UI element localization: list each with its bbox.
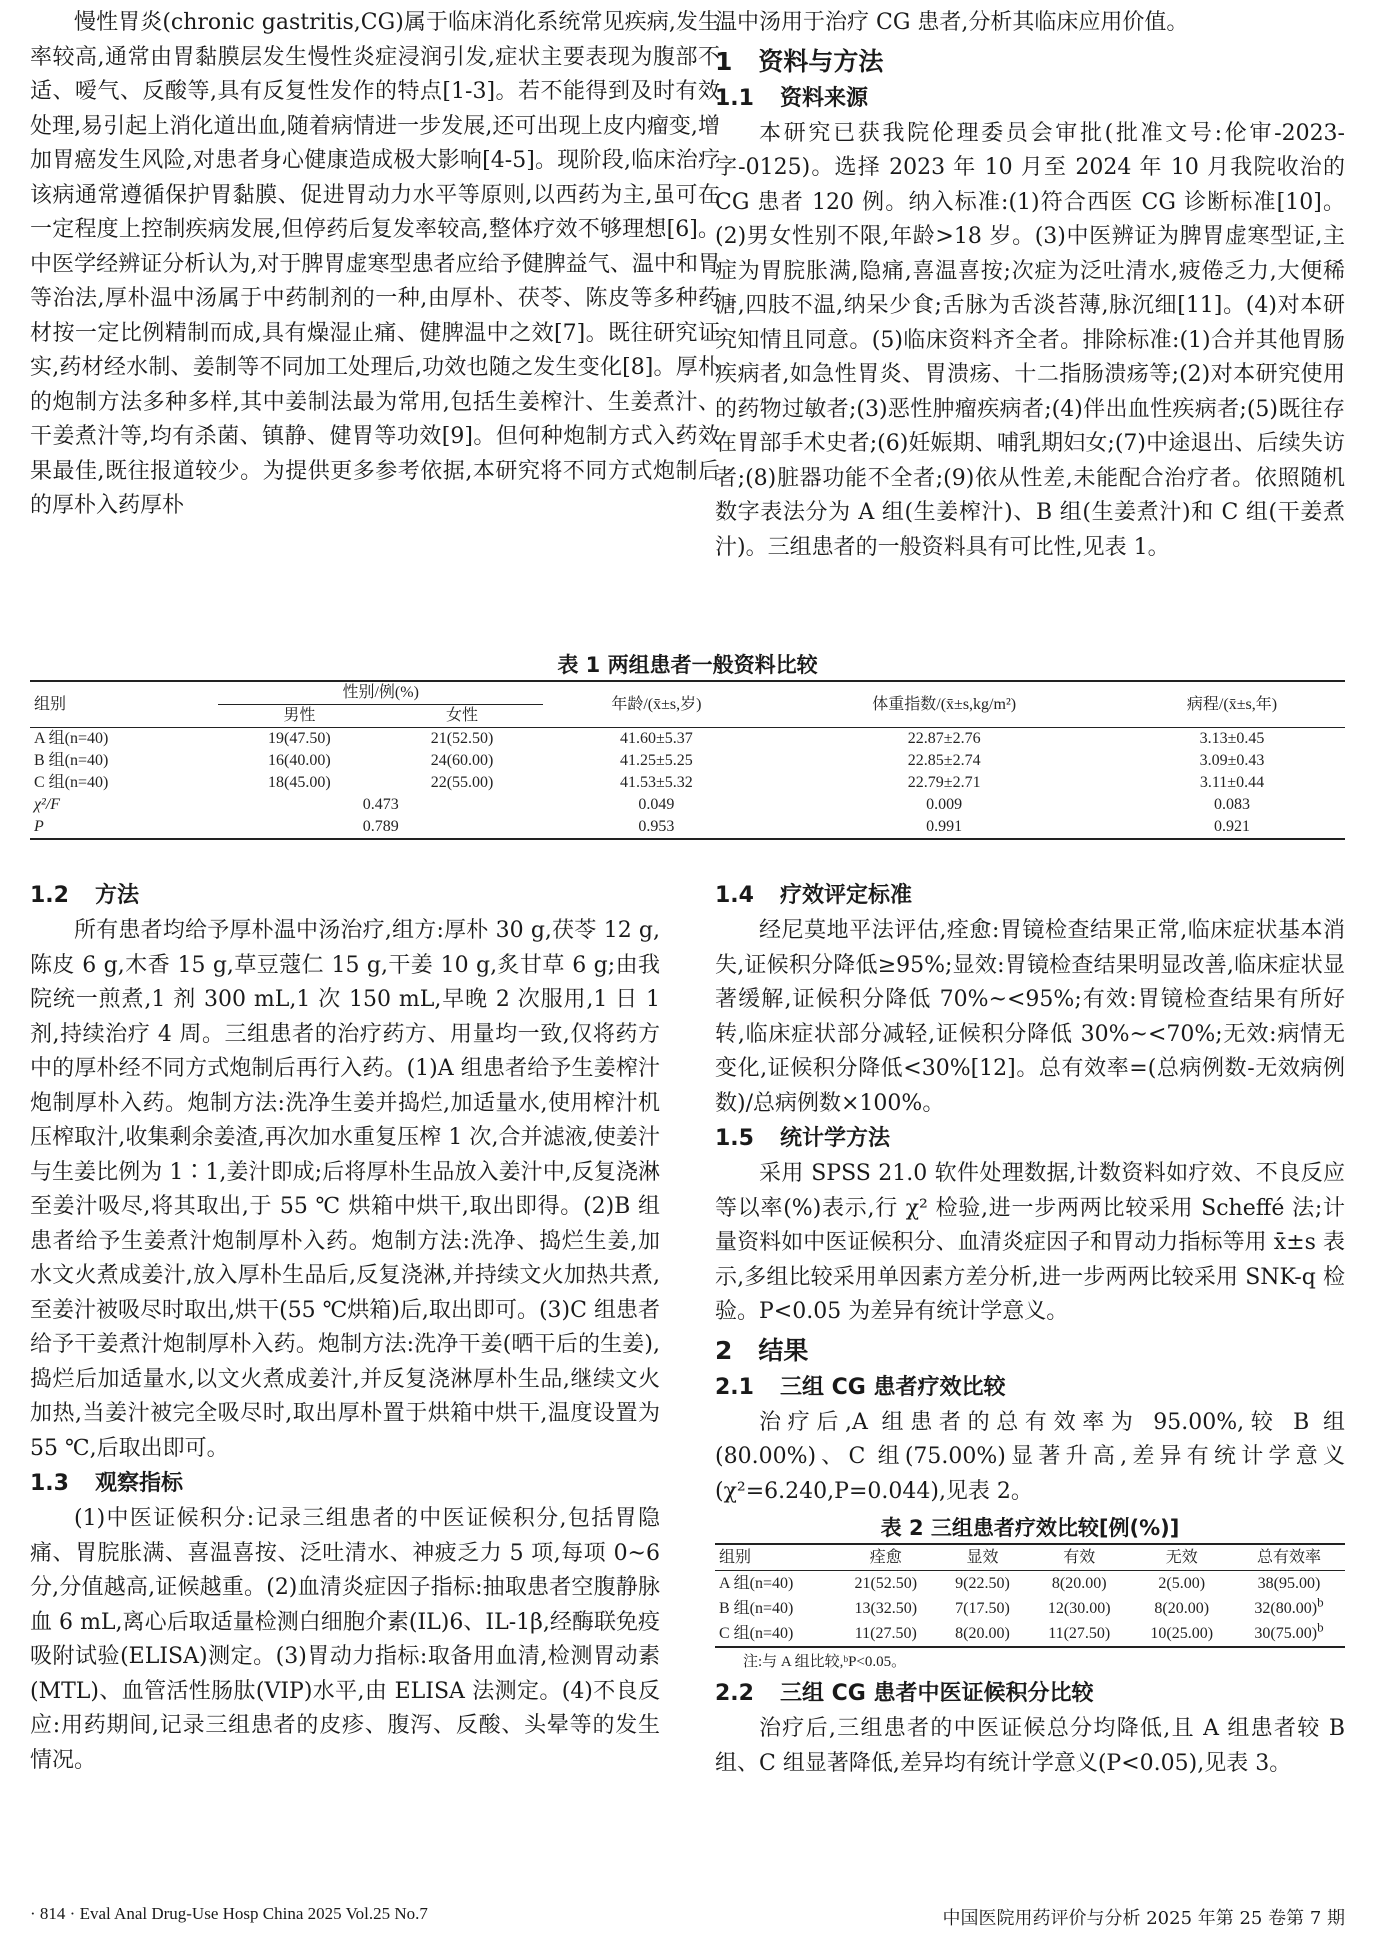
- table-cell: A 组(n=40): [30, 728, 218, 751]
- table-row: [715, 1596, 1345, 1621]
- table-cell: B 组(n=40): [719, 1600, 794, 1617]
- table-2-caption: 表 2 三组患者疗效比较[例(%)]: [880, 1516, 1180, 1540]
- table-cell: 0.789: [218, 816, 543, 839]
- section-1-3-title: 观察指标: [94, 1471, 183, 1496]
- section-1-2-number: 1.2: [30, 883, 69, 908]
- section-1-2-text: 所有患者均给予厚朴温中汤治疗,组方:厚朴 30 g,茯苓 12 g,陈皮 6 g,木香 15 g,草豆蔻仁 15 g,干姜 10 g,炙甘草 6 g;由我院统一煎煮,1 剂 300 mL,1 次 150 mL,早晚 2 次服用,1 日 1 剂,持续治疗 4 周。三组患者的治疗药方、用量均一致,仅将药方中的厚朴经不同方式炮制后再行入药。(1)A 组患者给予生姜榨汁炮制厚朴入药。炮制方法:洗净生姜并捣烂,加适量水,使用榨汁机压榨取汁,收集剩余姜渣,再次加水重复压榨 1 次,合并滤液,使姜汁与生姜比例为 1∶1,姜汁即成;后将厚朴生品放入姜汁中,反复浇淋至姜汁吸尽,将其取出,于 55 ℃ 烘箱中烘干,取出即得。(2)B 组患者给予生姜煮汁炮制厚朴入药。炮制方法:洗净、捣烂生姜,加水文火煮成姜汁,放入厚朴生品后,反复浇淋,并持续文火加热共煮,至姜汁被吸尽时取出,烘干(55 ℃烘箱)后,取出即可。(3)C 组患者给予干姜煮汁炮制厚朴入药。炮制方法:洗净干姜(晒干后的生姜),捣烂后加适量水,以文火煮成姜汁,并反复浇淋厚朴生品,继续文火加热,当姜汁被完全吸尽时,取出厚朴置于烘箱中烘干,温度设置为 55 ℃,后取出即可。: [30, 918, 660, 1461]
- table-header-row: [715, 1544, 1345, 1571]
- section-1-1-heading: [715, 81, 1345, 117]
- table-2-note: 注:与 A 组比较,ᵇP<0.05。: [743, 1654, 907, 1670]
- table-cell: [1233, 1621, 1345, 1647]
- section-1-heading: [715, 43, 1345, 81]
- intro-paragraph: 慢性胃炎(chronic gastritis,CG)属于临床消化系统常见疾病,发生率较高,通常由胃黏膜层发生慢性炎症浸润引发,症状主要表现为腹部不适、嗳气、反酸等,具有反复性发作的特点[1-3]。若不能得到及时有效处理,易引起上消化道出血,随着病情进一步发展,还可出现上皮内瘤变,增加胃癌发生风险,对患者身心健康造成极大影响[4-5]。现阶段,临床治疗该病通常遵循保护胃黏膜、促进胃动力水平等原则,以西药为主,虽可在一定程度上控制疾病发展,但停药后复发率较高,整体疗效不够理想[6]。中医学经辨证分析认为,对于脾胃虚寒型患者应给予健脾益气、温中和胃等治法,厚朴温中汤属于中药制剂的一种,由厚朴、茯苓、陈皮等多种药材按一定比例精制而成,具有燥湿止痛、健脾温中之效[7]。既往研究证实,药材经水制、姜制等不同加工处理后,功效也随之发生变化[8]。厚朴的炮制方法多种多样,其中姜制法最为常用,包括生姜榨汁、生姜煮汁、干姜煮汁等,均有杀菌、镇静、健胃等功效[9]。但何种炮制方式入药效果最佳,既往报道较少。为提供更多参考依据,本研究将不同方式炮制后的厚朴入药厚朴: [30, 10, 720, 518]
- table-cell: A 组(n=40): [719, 1575, 794, 1592]
- section-2-2-title: 三组 CG 患者中医证候积分比较: [779, 1681, 1094, 1706]
- table-cell: 11(27.50): [835, 1621, 938, 1647]
- table-cell: 0.049: [638, 796, 675, 813]
- table-cell: 0.473: [362, 796, 399, 813]
- section-1-3-text: (1)中医证候积分:记录三组患者的中医证候积分,包括胃隐痛、胃脘胀满、喜温喜按、泛吐清水、神疲乏力 5 项,每项 0~6 分,分值越高,证候越重。(2)血清炎症因子指标:抽取患者空腹静脉血 6 mL,离心后取适量检测白细胞介素(IL)6、IL-1β,经酶联免疫吸附试验(ELISA)测定。(3)胃动力指标:取备用血清,检测胃动素(MTL)、血管活性肠肽(VIP)水平,由 ELISA 法测定。(4)不良反应:用药期间,记录三组患者的皮疹、腹泻、反酸、头晕等的发生情况。: [30, 1506, 660, 1773]
- section-1-4-heading: [715, 878, 1345, 914]
- left-column-lower: [30, 878, 660, 1778]
- table-cell: 41.60±5.37: [543, 728, 769, 751]
- section-1-4-title: 疗效评定标准: [779, 883, 912, 908]
- table-cell: 22.87±2.76: [769, 728, 1119, 751]
- table-row: [30, 794, 1345, 816]
- table-header-row: [30, 681, 1345, 705]
- right-column-upper: [715, 6, 1345, 565]
- table-cell: 11(27.50): [1028, 1621, 1131, 1647]
- section-2-2-text: 治疗后,三组患者的中医证候总分均降低,且 A 组患者较 B 组、C 组显著降低,差异均有统计学意义(P<0.05),见表 3。: [715, 1716, 1345, 1776]
- section-2-1-number: 2.1: [715, 1374, 754, 1400]
- table-header-cell: 无效: [1130, 1544, 1233, 1571]
- section-2-1-text: 治疗后,A 组患者的总有效率为 95.00%,较 B 组(80.00%)、C 组(75.00%)显著升高,差异有统计学意义(χ²=6.240,P=0.044),见表 2。: [715, 1409, 1345, 1504]
- table-cell: 8(20.00): [1051, 1575, 1107, 1592]
- section-1-number: 1: [715, 46, 733, 76]
- table-cell: 18(45.00): [268, 774, 331, 791]
- section-1-3-heading: [30, 1466, 660, 1502]
- section-1-1-title: 资料来源: [779, 85, 868, 111]
- table-row: [30, 750, 1345, 772]
- left-column-upper: [30, 6, 720, 524]
- table-header-cell: 显效: [937, 1544, 1028, 1571]
- table-cell: P: [30, 816, 218, 839]
- section-1-3-number: 1.3: [30, 1471, 69, 1496]
- table-cell: 41.25±5.25: [620, 752, 693, 769]
- table-header-cell: 年龄/(x̄±s,岁): [543, 681, 769, 728]
- section-1-1-number: 1.1: [715, 85, 754, 111]
- section-2-heading: [715, 1332, 1345, 1370]
- table-header-cell: 体重指数/(x̄±s,kg/m²): [769, 681, 1119, 728]
- table-cell: 16(40.00): [268, 752, 331, 769]
- table-1-caption: 表 1 两组患者一般资料比较: [557, 653, 818, 677]
- table-header-cell: 有效: [1028, 1544, 1131, 1571]
- section-1-4-text: 经尼莫地平法评估,痊愈:胃镜检查结果正常,临床症状基本消失,证候积分降低≥95%;显效:胃镜检查结果明显改善,临床症状显著缓解,证候积分降低 70%~<95%;有效:胃镜检查结果有所好转,临床症状部分减轻,证候积分降低 30%~<70%;无效:病情无变化,证候积分降低<30%[12]。总有效率=(总病例数-无效病例数)/总病例数×100%。: [715, 918, 1345, 1116]
- table-header-cell: 总有效率: [1233, 1544, 1345, 1571]
- table-cell: 0.991: [769, 816, 1119, 839]
- table-row: [30, 772, 1345, 794]
- table-cell: 41.53±5.32: [620, 774, 693, 791]
- table-cell: 0.083: [1213, 796, 1250, 813]
- table-1-grid: [30, 680, 1345, 840]
- table-cell: [1233, 1596, 1345, 1621]
- table-header-cell: 病程/(x̄±s,年): [1119, 681, 1345, 728]
- table-cell: 2(5.00): [1158, 1575, 1206, 1592]
- table-cell: 3.09±0.43: [1199, 752, 1265, 769]
- section-2-title: 结果: [758, 1335, 809, 1365]
- table-header-cell: 组别: [30, 681, 218, 728]
- table-row: [715, 1571, 1345, 1597]
- table-cell: χ²/F: [34, 796, 61, 813]
- section-2-1-heading: [715, 1370, 1345, 1406]
- intro-continuation: 温中汤用于治疗 CG 患者,分析其临床应用价值。: [715, 10, 1189, 35]
- section-2-number: 2: [715, 1335, 733, 1365]
- table-cell: 24(60.00): [430, 752, 494, 769]
- footer-left: · 814 · Eval Anal Drug-Use Hosp China 2025 Vol.25 No.7: [30, 1904, 428, 1923]
- table-2-grid: [715, 1543, 1345, 1648]
- table-cell: [1233, 1571, 1345, 1597]
- table-cell: B 组(n=40): [34, 752, 109, 769]
- table-cell: 9(22.50): [955, 1575, 1010, 1592]
- section-1-5-title: 统计学方法: [779, 1126, 890, 1151]
- table-cell: 22.85±2.74: [907, 752, 981, 769]
- table-cell: 12(30.00): [1047, 1600, 1111, 1617]
- table-cell: 0.921: [1119, 816, 1345, 839]
- table-cell: 10(25.00): [1130, 1621, 1233, 1647]
- table-cell-sup: b: [1317, 1594, 1324, 1610]
- table-cell: 0.009: [926, 796, 963, 813]
- table-cell: 3.13±0.45: [1119, 728, 1345, 751]
- table-row: [30, 816, 1345, 839]
- table-cell-value: 38(95.00): [1257, 1575, 1321, 1592]
- table-1: [30, 650, 1345, 840]
- table-cell: 22.79±2.71: [907, 774, 981, 791]
- table-row: [30, 728, 1345, 751]
- section-1-5-text: 采用 SPSS 21.0 软件处理数据,计数资料如疗效、不良反应等以率(%)表示,行 χ² 检验,进一步两两比较采用 Scheffé 法;计量资料如中医证候积分、血清炎症因子和胃动力指标等用 x̄±s 表示,多组比较采用单因素方差分析,进一步两两比较采用 SNK-q 检验。P<0.05 为差异有统计学意义。: [715, 1161, 1345, 1324]
- section-1-2-heading: [30, 878, 660, 914]
- footer-right: 中国医院用药评价与分析 2025 年第 25 卷第 7 期: [942, 1908, 1345, 1929]
- table-cell-sup: b: [1317, 1619, 1324, 1635]
- table-cell: 19(47.50): [218, 728, 381, 751]
- table-cell: 21(52.50): [381, 728, 544, 751]
- table-cell: 8(20.00): [1154, 1600, 1210, 1617]
- table-header-cell: 女性: [446, 707, 479, 724]
- table-cell: C 组(n=40): [715, 1621, 835, 1647]
- section-1-5-number: 1.5: [715, 1126, 754, 1151]
- section-1-4-number: 1.4: [715, 883, 754, 908]
- section-1-2-title: 方法: [94, 883, 139, 908]
- table-header-cell: 痊愈: [835, 1544, 938, 1571]
- table-header-cell: 性别/例(%): [218, 681, 543, 705]
- table-cell: 3.11±0.44: [1199, 774, 1265, 791]
- table-cell-value: 32(80.00): [1254, 1600, 1318, 1617]
- table-header-cell: 组别: [715, 1544, 835, 1571]
- table-header-cell: 男性: [283, 707, 316, 724]
- section-1-5-heading: [715, 1121, 1345, 1157]
- table-2: [715, 1513, 1345, 1676]
- section-1-1-text: 本研究已获我院伦理委员会审批(批准文号:伦审-2023-字-0125)。选择 2023 年 10 月至 2024 年 10 月我院收治的 CG 患者 120 例。纳入标准:(1)符合西医 CG 诊断标准[10]。(2)男女性别不限,年龄>18 岁。(3)中医辨证为脾胃虚寒型证,主症为胃脘胀满,隐痛,喜温喜按;次症为泛吐清水,疲倦乏力,大便稀溏,四肢不温,纳呆少食;舌脉为舌淡苔薄,脉沉细[11]。(4)对本研究知情且同意。(5)临床资料齐全者。排除标准:(1)合并其他胃肠疾病者,如急性胃炎、胃溃疡、十二指肠溃疡等;(2)对本研究使用的药物过敏者;(3)恶性肿瘤疾病者;(4)伴出血性疾病者;(5)既往存在胃部手术史者;(6)妊娠期、哺乳期妇女;(7)中途退出、后续失访者;(8)脏器功能不全者;(9)依从性差,未能配合治疗者。依照随机数字表法分为 A 组(生姜榨汁)、B 组(生姜煮汁)和 C 组(干姜煮汁)。三组患者的一般资料具有可比性,见表 1。: [715, 120, 1345, 560]
- table-cell: 7(17.50): [955, 1600, 1010, 1617]
- table-cell: 13(32.50): [854, 1600, 918, 1617]
- table-cell: 8(20.00): [937, 1621, 1028, 1647]
- table-cell: 0.953: [543, 816, 769, 839]
- section-2-1-title: 三组 CG 患者疗效比较: [779, 1374, 1006, 1400]
- right-column-lower: [715, 878, 1345, 1781]
- table-cell: 21(52.50): [854, 1575, 918, 1592]
- table-row: [715, 1621, 1345, 1647]
- table-cell-value: 30(75.00): [1254, 1625, 1318, 1642]
- table-cell: 22(55.00): [430, 774, 494, 791]
- table-cell: C 组(n=40): [34, 774, 109, 791]
- section-2-2-heading: [715, 1676, 1345, 1712]
- section-1-title: 资料与方法: [758, 46, 884, 76]
- section-2-2-number: 2.2: [715, 1681, 754, 1706]
